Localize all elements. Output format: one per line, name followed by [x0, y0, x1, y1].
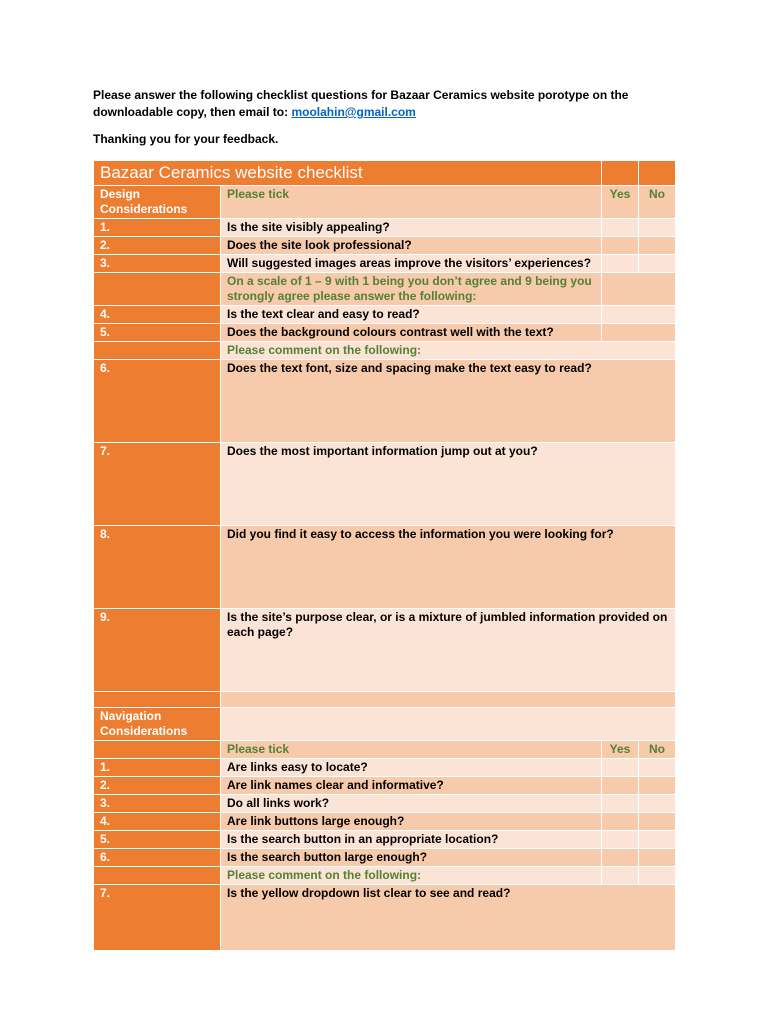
blank-yes-cell	[602, 867, 639, 885]
question-text: Are links easy to locate?	[221, 759, 602, 777]
table-row	[94, 443, 676, 526]
thanks-text: Thanking you for your feedback.	[93, 132, 279, 146]
question-number: 2.	[94, 237, 221, 255]
spacer-cell	[94, 692, 221, 708]
yes-checkbox-cell[interactable]	[602, 813, 639, 831]
table-row	[94, 885, 676, 951]
please-tick-label: Please tick	[221, 186, 602, 219]
table-row	[94, 360, 676, 443]
question-text: Is the site visibly appealing?	[221, 219, 602, 237]
navigation-blank-cell	[221, 708, 676, 741]
rating-cell[interactable]	[602, 306, 676, 324]
question-comment-cell[interactable]	[221, 360, 676, 443]
question-number: 3.	[94, 255, 221, 273]
no-checkbox-cell[interactable]	[639, 759, 676, 777]
table-row	[94, 609, 676, 692]
question-text: Are link names clear and informative?	[221, 777, 602, 795]
blank-no-cell	[639, 867, 676, 885]
question-text: Are link buttons large enough?	[221, 813, 602, 831]
question-number: 7.	[94, 885, 221, 951]
spacer-cell	[221, 692, 676, 708]
no-checkbox-cell[interactable]	[639, 237, 676, 255]
scale-answer-cell[interactable]	[602, 273, 676, 306]
question-number: 1.	[94, 219, 221, 237]
spacer-row	[94, 692, 676, 708]
comment-instruction: Please comment on the following:	[221, 342, 676, 360]
question-text: Does the background colours contrast well with the text?	[221, 324, 602, 342]
question-text: Does the site look professional?	[221, 237, 602, 255]
yes-checkbox-cell[interactable]	[602, 237, 639, 255]
yes-header: Yes	[602, 741, 639, 759]
question-text: Does the text font, size and spacing make the text easy to read?	[227, 361, 592, 375]
intro-text: Please answer the following checklist questions for Bazaar Ceramics website porotype on the downloadable copy, then email to:	[93, 88, 629, 119]
question-text: Is the yellow dropdown list clear to see and read?	[227, 886, 511, 900]
navigation-section-header: Navigation Considerations	[94, 708, 221, 741]
blank-number-cell	[94, 867, 221, 885]
question-text: Is the text clear and easy to read?	[221, 306, 602, 324]
please-tick-label: Please tick	[221, 741, 602, 759]
question-number: 5.	[94, 324, 221, 342]
rating-cell[interactable]	[602, 324, 676, 342]
question-number: 9.	[94, 609, 221, 692]
table-row	[94, 306, 676, 324]
question-number: 4.	[94, 306, 221, 324]
blank-number-cell	[94, 273, 221, 306]
question-number: 4.	[94, 813, 221, 831]
question-number: 1.	[94, 759, 221, 777]
table-row	[94, 342, 676, 360]
question-number: 6.	[94, 849, 221, 867]
yes-header: Yes	[602, 186, 639, 219]
table-title: Bazaar Ceramics website checklist	[94, 161, 602, 186]
no-checkbox-cell[interactable]	[639, 831, 676, 849]
intro-paragraph	[93, 87, 673, 121]
no-checkbox-cell[interactable]	[639, 813, 676, 831]
checklist-table	[93, 160, 676, 951]
table-row	[94, 849, 676, 867]
question-comment-cell[interactable]	[221, 885, 676, 951]
yes-checkbox-cell[interactable]	[602, 255, 639, 273]
yes-checkbox-cell[interactable]	[602, 777, 639, 795]
no-header: No	[639, 186, 676, 219]
question-number: 8.	[94, 526, 221, 609]
question-text: Is the search button large enough?	[221, 849, 602, 867]
yes-checkbox-cell[interactable]	[602, 795, 639, 813]
table-row	[94, 324, 676, 342]
table-row	[94, 237, 676, 255]
question-number: 7.	[94, 443, 221, 526]
table-row	[94, 219, 676, 237]
no-checkbox-cell[interactable]	[639, 255, 676, 273]
email-link[interactable]: moolahin@gmail.com	[291, 105, 416, 119]
table-row	[94, 795, 676, 813]
question-text: Will suggested images areas improve the visitors’ experiences?	[221, 255, 602, 273]
table-row	[94, 741, 676, 759]
question-number: 6.	[94, 360, 221, 443]
table-row	[94, 831, 676, 849]
question-number: 3.	[94, 795, 221, 813]
yes-checkbox-cell[interactable]	[602, 219, 639, 237]
no-checkbox-cell[interactable]	[639, 795, 676, 813]
no-checkbox-cell[interactable]	[639, 849, 676, 867]
question-text: Does the most important information jump out at you?	[227, 444, 538, 458]
no-header: No	[639, 741, 676, 759]
design-section-header: Design Considerations	[94, 186, 221, 219]
yes-checkbox-cell[interactable]	[602, 849, 639, 867]
table-row	[94, 867, 676, 885]
question-text: Do all links work?	[221, 795, 602, 813]
table-row	[94, 273, 676, 306]
question-text: Is the search button in an appropriate location?	[221, 831, 602, 849]
no-checkbox-cell[interactable]	[639, 219, 676, 237]
question-number: 5.	[94, 831, 221, 849]
question-comment-cell[interactable]	[221, 609, 676, 692]
no-checkbox-cell[interactable]	[639, 777, 676, 795]
table-row	[94, 526, 676, 609]
table-row	[94, 255, 676, 273]
comment-instruction: Please comment on the following:	[221, 867, 602, 885]
title-blank-yes	[602, 161, 639, 186]
question-comment-cell[interactable]	[221, 443, 676, 526]
table-row	[94, 759, 676, 777]
question-text: Is the site’s purpose clear, or is a mixture of jumbled information provided on each page?	[227, 610, 668, 639]
scale-instruction: On a scale of 1 – 9 with 1 being you don’t agree and 9 being you strongly agree please answer the following:	[221, 273, 602, 306]
question-text: Did you find it easy to access the information you were looking for?	[227, 527, 614, 541]
question-comment-cell[interactable]	[221, 526, 676, 609]
table-row	[94, 813, 676, 831]
question-number: 2.	[94, 777, 221, 795]
yes-checkbox-cell[interactable]	[602, 759, 639, 777]
title-blank-no	[639, 161, 676, 186]
table-row	[94, 777, 676, 795]
blank-number-cell	[94, 342, 221, 360]
yes-checkbox-cell[interactable]	[602, 831, 639, 849]
blank-number-cell	[94, 741, 221, 759]
